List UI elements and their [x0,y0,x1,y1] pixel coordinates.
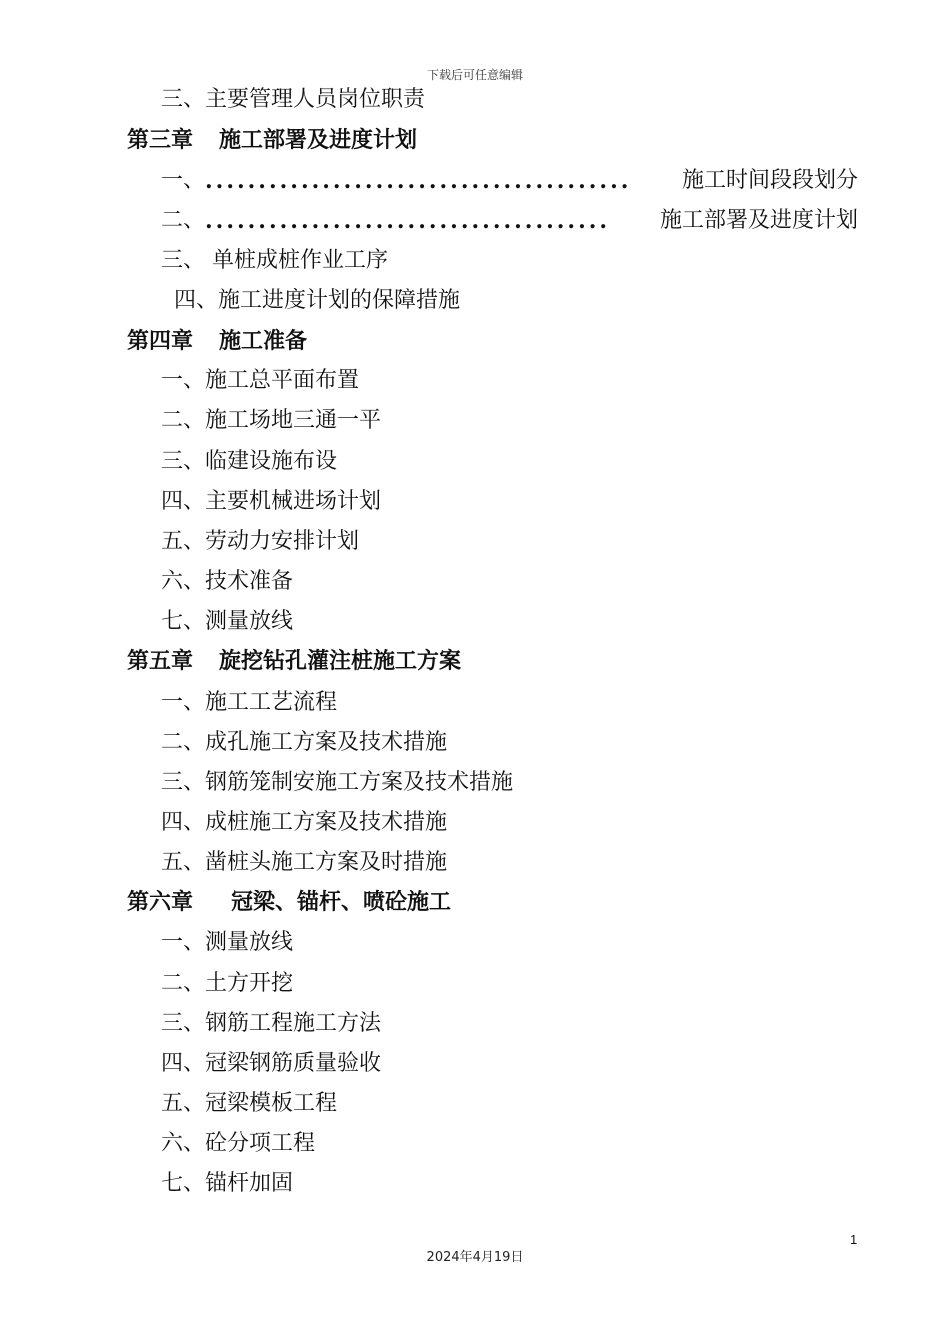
chapter-heading [127,328,307,356]
chapter-number: 第四章 [127,329,194,354]
toc-item: 五、冠梁模板工程 [161,1091,338,1116]
toc-item: 三、钢筋笼制安施工方案及技术措施 [161,770,514,795]
toc-item: 七、测量放线 [161,609,294,634]
toc-prefix: 一、 [161,168,206,193]
chapter-title: 旋挖钻孔灌注桩施工方案 [219,649,462,674]
toc-item: 三、 单桩成桩作业工序 [161,248,388,273]
toc-item: 二、土方开挖 [161,971,294,996]
toc-title: 施工时间段段划分 [681,168,858,193]
page-footer-date: 2024年4月19日 [426,1250,524,1265]
chapter-title: 施工部署及进度计划 [219,128,418,153]
toc-item: 四、成桩施工方案及技术措施 [161,810,448,835]
toc-item: 六、技术准备 [161,569,294,594]
toc-item: 一、施工总平面布置 [161,368,360,393]
toc-item: 二、成孔施工方案及技术措施 [161,730,448,755]
page-header: 下载后可任意编辑 [426,68,523,82]
chapter-heading [127,648,461,676]
toc-title: 施工部署及进度计划 [659,208,858,233]
dot-leader: ........................................ [205,168,632,194]
toc-item: 三、主要管理人员岗位职责 [161,87,426,112]
toc-item: 五、凿桩头施工方案及时措施 [161,850,448,875]
toc-item: 四、冠梁钢筋质量验收 [161,1051,382,1076]
toc-item: 三、临建设施布设 [161,449,338,474]
toc-item: 二、施工场地三通一平 [161,408,382,433]
toc-item: 六、砼分项工程 [161,1131,316,1156]
toc-item: 一、测量放线 [161,930,294,955]
dot-leader: ...................................... [205,208,611,234]
toc-item-dotted [161,167,858,195]
chapter-number: 第六章 [127,890,194,915]
toc-item: 七、锚杆加固 [161,1171,294,1196]
chapter-number: 第三章 [127,128,194,153]
toc-item: 三、钢筋工程施工方法 [161,1011,382,1036]
toc-item: 一、施工工艺流程 [161,690,338,715]
toc-item: 五、劳动力安排计划 [161,529,360,554]
toc-item-dotted [161,207,858,235]
page-number: 1 [850,1232,858,1247]
toc-prefix: 二、 [161,208,206,233]
chapter-heading [127,889,451,917]
toc-item: 四、施工进度计划的保障措施 [174,288,461,313]
toc-item: 四、主要机械进场计划 [161,489,382,514]
chapter-heading [127,127,417,155]
chapter-title: 施工准备 [219,329,308,354]
chapter-number: 第五章 [127,649,194,674]
chapter-title: 冠梁、锚杆、喷砼施工 [231,890,452,915]
